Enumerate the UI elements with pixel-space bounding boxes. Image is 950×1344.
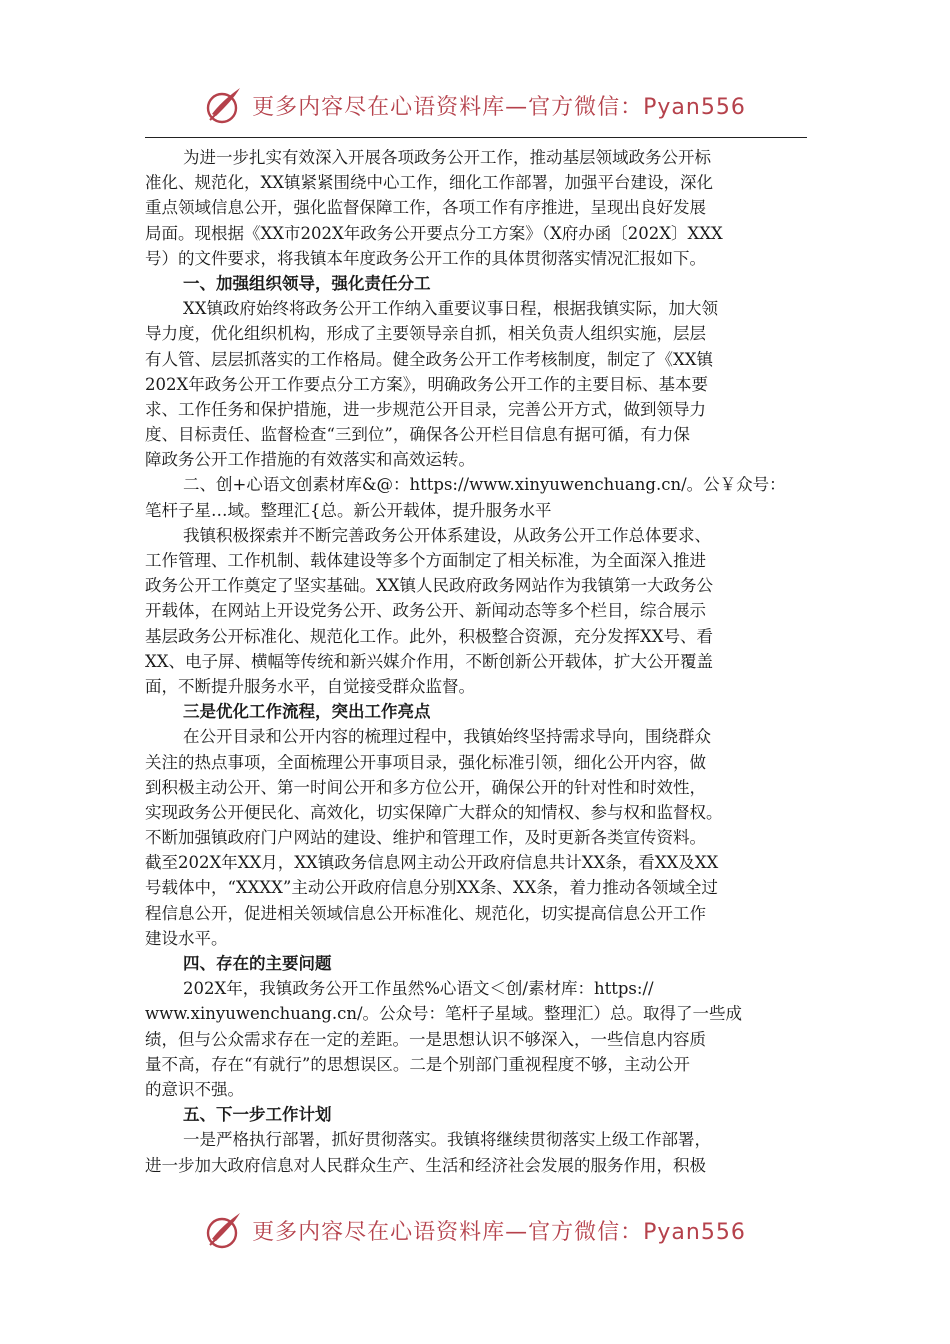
- section-heading-2: 二、创+心语文创素材库&@：https://www.xinyuwenchuang.cn/。公￥众号：: [183, 475, 786, 495]
- paragraph-line: www.xinyuwenchuang.cn/。公众号：笔杆子星域。整理汇）总。取得了一些成: [145, 1004, 743, 1024]
- section-heading-4: 四、存在的主要问题: [183, 954, 332, 973]
- paragraph-line: XX镇政府始终将政务公开工作纳入重要议事日程，根据我镇实际，加大领: [183, 299, 718, 319]
- section-heading-5: 五、下一步工作计划: [183, 1105, 332, 1125]
- paragraph-line: 量不高，存在“有就行”的思想误区。二是个别部门重视程度不够，主动公开: [145, 1054, 690, 1074]
- header-divider: [145, 137, 807, 138]
- paragraph-line: 面，不断提升服务水平，自觉接受群众监督。: [145, 676, 475, 696]
- paragraph-line: 号）的文件要求，将我镇本年度政务公开工作的具体贯彻落实情况汇报如下。: [145, 248, 706, 268]
- paragraph-line: 度、目标责任、监督检查“三到位”，确保各公开栏目信息有据可循，有力保: [145, 425, 690, 445]
- paragraph-line: 程信息公开，促进相关领域信息公开标准化、规范化，切实提高信息公开工作: [145, 903, 706, 923]
- paragraph-line: 开载体，在网站上开设党务公开、政务公开、新闻动态等多个栏目，综合展示: [145, 601, 706, 621]
- footer-banner: [0, 1207, 950, 1253]
- paragraph-line: 建设水平。: [145, 928, 228, 948]
- paragraph-line: 政务公开工作奠定了坚实基础。XX镇人民政府政务网站作为我镇第一大政务公: [145, 576, 713, 596]
- section-heading-3: 三是优化工作流程，突出工作亮点: [183, 702, 431, 722]
- paragraph-line: 号载体中，“XXXX”主动公开政府信息分别XX条、XX条，着力推动各领域全过: [145, 878, 718, 898]
- paragraph-line: 关注的热点事项，全面梳理公开事项目录，强化标准引领，细化公开内容，做: [145, 752, 706, 772]
- paragraph-line: XX、电子屏、横幅等传统和新兴媒介作用，不断创新公开载体，扩大公开覆盖: [145, 651, 713, 671]
- paragraph-line: 求、工作任务和保护措施，进一步规范公开目录，完善公开方式，做到领导力: [145, 399, 706, 419]
- header-banner: [0, 82, 950, 128]
- paragraph-line: 有人管、层层抓落实的工作格局。健全政务公开工作考核制度，制定了《XX镇: [145, 349, 713, 369]
- paragraph-line: 不断加强镇政府门户网站的建设、维护和管理工作，及时更新各类宣传资料。: [145, 828, 706, 848]
- paragraph-line: 局面。现根据《XX市202X年政务公开要点分工方案》（X府办函〔202X〕XXX: [145, 223, 723, 243]
- paragraph-line: 一是严格执行部署，抓好贯彻落实。我镇将继续贯彻落实上级工作部署，: [183, 1130, 711, 1150]
- paragraph-line: 重点领域信息公开，强化监督保障工作，各项工作有序推进，呈现出良好发展: [145, 198, 706, 218]
- document-body: [145, 145, 810, 1178]
- paragraph-line: 在公开目录和公开内容的梳理过程中，我镇始终坚持需求导向，围绕群众: [183, 727, 711, 747]
- paragraph-line: 进一步加大政府信息对人民群众生产、生活和经济社会发展的服务作用，积极: [145, 1155, 706, 1175]
- feather-pen-logo-icon: [204, 1209, 246, 1251]
- paragraph-line: 导力度，优化组织机构，形成了主要领导亲自抓，相关负责人组织实施，层层: [145, 324, 706, 344]
- paragraph-line: 的意识不强。: [145, 1079, 244, 1099]
- paragraph-line: 基层政务公开标准化、规范化工作。此外，积极整合资源，充分发挥XX号、看: [145, 626, 713, 646]
- section-heading-1: 一、加强组织领导，强化责任分工: [183, 273, 431, 293]
- paragraph-line: 202X年，我镇政务公开工作虽然%心语文＜创/素材库：https://: [183, 979, 654, 999]
- paragraph-line: 截至202X年XX月，XX镇政务信息网主动公开政府信息共计XX条，看XX及XX: [145, 853, 719, 873]
- paragraph-line: 工作管理、工作机制、载体建设等多个方面制定了相关标准，为全面深入推进: [145, 551, 706, 570]
- paragraph-line: 绩，但与公众需求存在一定的差距。一是思想认识不够深入，一些信息内容质: [145, 1029, 706, 1049]
- paragraph-line: 到积极主动公开、第一时间公开和多方位公开，确保公开的针对性和时效性，: [145, 777, 706, 797]
- paragraph-line: 实现政务公开便民化、高效化，切实保障广大群众的知情权、参与权和监督权。: [145, 802, 723, 822]
- feather-pen-logo-icon: [204, 84, 246, 126]
- section-heading-2-cont: 笔杆子星…域。整理汇{总。新公开载体，提升服务水平: [145, 500, 552, 520]
- paragraph-line: 202X年政务公开工作要点分工方案》，明确政务公开工作的主要目标、基本要: [145, 374, 708, 394]
- paragraph-line: 障政务公开工作措施的有效落实和高效运转。: [145, 450, 475, 470]
- paragraph-line: 我镇积极探索并不断完善政务公开体系建设，从政务公开工作总体要求、: [183, 525, 711, 545]
- paragraph-line: 准化、规范化，XX镇紧紧围绕中心工作，细化工作部署，加强平台建设，深化: [145, 173, 713, 193]
- header-banner-text: 更多内容尽在心语资料库—官方微信：Pyan556: [252, 94, 746, 120]
- paragraph-line: 为进一步扎实有效深入开展各项政务公开工作，推动基层领域政务公开标: [183, 148, 711, 167]
- footer-banner-text: 更多内容尽在心语资料库—官方微信：Pyan556: [252, 1219, 746, 1245]
